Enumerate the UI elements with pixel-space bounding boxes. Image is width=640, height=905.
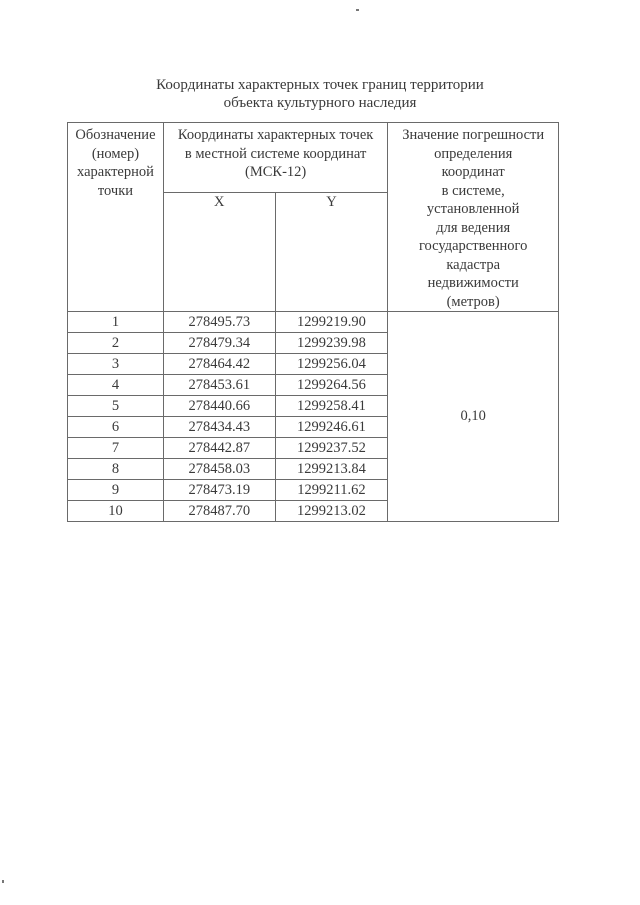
document-title-line-2: объекта культурного наследия (223, 95, 417, 111)
cell-point: 3 (68, 354, 164, 375)
coordinates-table (67, 122, 559, 522)
cell-x: 278479.34 (163, 333, 275, 354)
header-point-number (68, 123, 164, 312)
cell-y: 1299246.61 (275, 417, 388, 438)
cell-x: 278473.19 (163, 480, 275, 501)
cell-point: 9 (68, 480, 164, 501)
cell-point: 4 (68, 375, 164, 396)
cell-y: 1299213.02 (275, 501, 388, 522)
cell-y: 1299258.41 (275, 396, 388, 417)
cell-y: 1299219.90 (275, 312, 388, 333)
table-header-row (68, 123, 559, 193)
document-title-line-1: Координаты характерных точек границ территории (156, 77, 484, 93)
header-coordinates (163, 123, 387, 193)
header-y (275, 193, 388, 312)
cell-x: 278458.03 (163, 459, 275, 480)
header-error-label: Значение погрешности определения координат в системе, установленной для ведения государственного кадастра недвижимости (метров) (402, 127, 545, 310)
cell-point: 5 (68, 396, 164, 417)
cell-error-value: 0,10 (388, 312, 559, 522)
cell-point: 6 (68, 417, 164, 438)
cell-x: 278495.73 (163, 312, 275, 333)
cell-point: 7 (68, 438, 164, 459)
scan-speck (2, 880, 4, 883)
header-error (388, 123, 559, 312)
table-row (68, 312, 559, 333)
header-coordinates-label: Координаты характерных точек в местной системе координат (МСК-12) (177, 127, 374, 180)
cell-point: 8 (68, 459, 164, 480)
cell-point: 1 (68, 312, 164, 333)
cell-point: 2 (68, 333, 164, 354)
cell-x: 278440.66 (163, 396, 275, 417)
cell-y: 1299264.56 (275, 375, 388, 396)
header-x-label: X (214, 194, 225, 210)
header-y-label: Y (326, 194, 337, 210)
cell-x: 278434.43 (163, 417, 275, 438)
header-x (163, 193, 275, 312)
document-title (0, 76, 640, 112)
cell-y: 1299256.04 (275, 354, 388, 375)
cell-y: 1299239.98 (275, 333, 388, 354)
cell-point: 10 (68, 501, 164, 522)
cell-x: 278487.70 (163, 501, 275, 522)
cell-x: 278442.87 (163, 438, 275, 459)
cell-x: 278464.42 (163, 354, 275, 375)
cell-y: 1299237.52 (275, 438, 388, 459)
cell-x: 278453.61 (163, 375, 275, 396)
scan-speck (356, 9, 359, 11)
header-point-number-label: Обозначение (номер) характерной точки (75, 127, 156, 199)
cell-y: 1299213.84 (275, 459, 388, 480)
cell-y: 1299211.62 (275, 480, 388, 501)
